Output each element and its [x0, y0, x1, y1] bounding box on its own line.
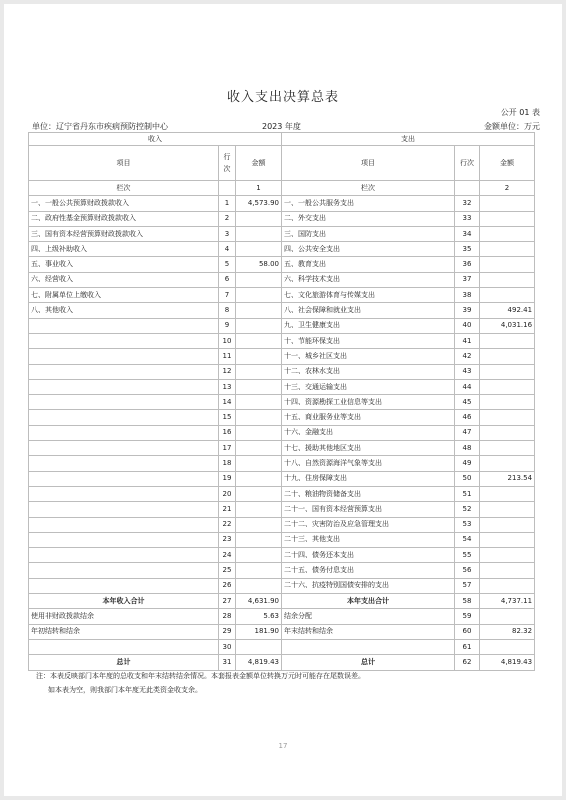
expense-amount: [480, 379, 535, 394]
expense-amount: [480, 456, 535, 471]
income-amount: [236, 578, 282, 593]
expense-row-no: 36: [455, 257, 480, 272]
income-row-no: 7: [219, 288, 236, 303]
expense-item: 十七、援助其他地区支出: [282, 441, 455, 456]
income-lanci: 栏次: [29, 181, 219, 196]
table-row: [29, 594, 535, 609]
income-row-no: 24: [219, 548, 236, 563]
expense-row-no: 43: [455, 364, 480, 379]
income-amount: [236, 532, 282, 547]
section-income: 收入: [29, 133, 282, 146]
expense-item: 二十二、灾害防治及应急管理支出: [282, 517, 455, 532]
expense-row-no: 39: [455, 303, 480, 318]
expense-row-no: 57: [455, 578, 480, 593]
income-item: 三、国有资本经营预算财政拨款收入: [29, 226, 219, 241]
income-amount: [236, 410, 282, 425]
income-amount: [236, 288, 282, 303]
income-amount: [236, 364, 282, 379]
table-row: [29, 639, 535, 654]
expense-amount: [480, 548, 535, 563]
income-row-no: 19: [219, 471, 236, 486]
expense-row-no: 53: [455, 517, 480, 532]
income-lanci-row-blank: [219, 181, 236, 196]
expense-row-no: 61: [455, 639, 480, 654]
expense-item: 二十三、其他支出: [282, 532, 455, 547]
table-row: [29, 456, 535, 471]
expense-row-no: 49: [455, 456, 480, 471]
table-row: [29, 242, 535, 257]
income-amount: [236, 379, 282, 394]
table-row: [29, 257, 535, 272]
table-row: [29, 486, 535, 501]
income-amount: 181.90: [236, 624, 282, 639]
income-amount: 4,819.43: [236, 655, 282, 670]
income-row-no: 10: [219, 333, 236, 348]
income-amount: [236, 395, 282, 410]
income-row-no: 11: [219, 349, 236, 364]
expense-amount: [480, 257, 535, 272]
expense-item: 年末结转和结余: [282, 624, 455, 639]
expense-lanci-num: 2: [480, 181, 535, 196]
table-row: [29, 318, 535, 333]
income-row-no: 13: [219, 379, 236, 394]
income-row-no: 2: [219, 211, 236, 226]
expense-col-amount: 金额: [480, 146, 535, 181]
income-row-no: 25: [219, 563, 236, 578]
expense-row-no: 56: [455, 563, 480, 578]
expense-item: 十九、住房保障支出: [282, 471, 455, 486]
expense-row-no: 37: [455, 272, 480, 287]
expense-item: [282, 639, 455, 654]
income-row-no: 9: [219, 318, 236, 333]
income-amount: [236, 211, 282, 226]
table-row: [29, 410, 535, 425]
income-item: [29, 517, 219, 532]
expense-row-no: 55: [455, 548, 480, 563]
expense-row-no: 44: [455, 379, 480, 394]
expense-amount: 492.41: [480, 303, 535, 318]
income-row-no: 30: [219, 639, 236, 654]
lanci-row: [29, 181, 535, 196]
income-row-no: 27: [219, 594, 236, 609]
table-row: [29, 532, 535, 547]
income-col-item: 项目: [29, 146, 219, 181]
table-row: [29, 196, 535, 211]
income-item: [29, 441, 219, 456]
expense-amount: [480, 517, 535, 532]
expense-amount: 213.54: [480, 471, 535, 486]
expense-row-no: 51: [455, 486, 480, 501]
income-amount: [236, 441, 282, 456]
income-row-no: 20: [219, 486, 236, 501]
income-item: [29, 410, 219, 425]
unit-label: 单位：辽宁省丹东市疾病预防控制中心: [32, 122, 168, 131]
form-number: 公开 01 表: [500, 108, 540, 117]
expense-item: 二十六、抗疫特别国债安排的支出: [282, 578, 455, 593]
income-amount: [236, 242, 282, 257]
income-row-no: 18: [219, 456, 236, 471]
income-item: [29, 486, 219, 501]
income-item: 四、上级补助收入: [29, 242, 219, 257]
expense-row-no: 38: [455, 288, 480, 303]
income-item: [29, 639, 219, 654]
expense-amount: [480, 532, 535, 547]
table-row: [29, 624, 535, 639]
income-amount: [236, 456, 282, 471]
expense-amount: 4,031.16: [480, 318, 535, 333]
expense-amount: [480, 333, 535, 348]
expense-item: 二十、粮油物资储备支出: [282, 486, 455, 501]
expense-item: 十二、农林水支出: [282, 364, 455, 379]
income-amount: [236, 349, 282, 364]
income-item: [29, 349, 219, 364]
expense-row-no: 62: [455, 655, 480, 670]
income-item: [29, 548, 219, 563]
income-item: [29, 379, 219, 394]
expense-row-no: 35: [455, 242, 480, 257]
expense-item: 一、一般公共服务支出: [282, 196, 455, 211]
income-row-no: 16: [219, 425, 236, 440]
income-item: [29, 578, 219, 593]
expense-row-no: 45: [455, 395, 480, 410]
expense-row-no: 60: [455, 624, 480, 639]
income-row-no: 14: [219, 395, 236, 410]
expense-row-no: 41: [455, 333, 480, 348]
income-amount: [236, 333, 282, 348]
income-row-no: 29: [219, 624, 236, 639]
table-row: [29, 441, 535, 456]
table-row: [29, 395, 535, 410]
expense-row-no: 48: [455, 441, 480, 456]
expense-item: 十三、交通运输支出: [282, 379, 455, 394]
expense-row-no: 46: [455, 410, 480, 425]
income-amount: 4,573.90: [236, 196, 282, 211]
table-row: [29, 226, 535, 241]
income-item: 五、事业收入: [29, 257, 219, 272]
income-amount: [236, 563, 282, 578]
income-item: [29, 333, 219, 348]
income-item: 六、经营收入: [29, 272, 219, 287]
income-col-amount: 金额: [236, 146, 282, 181]
page-number: 17: [278, 742, 288, 750]
income-amount: [236, 303, 282, 318]
expense-item: 八、社会保障和就业支出: [282, 303, 455, 318]
income-row-no: 3: [219, 226, 236, 241]
income-item: [29, 502, 219, 517]
table-row: [29, 333, 535, 348]
income-col-row: 行次: [219, 146, 236, 181]
table-row: [29, 303, 535, 318]
page-title: 收入支出决算总表: [226, 90, 339, 105]
table-row: [29, 502, 535, 517]
income-row-no: 6: [219, 272, 236, 287]
income-row-no: 17: [219, 441, 236, 456]
income-item: 八、其他收入: [29, 303, 219, 318]
income-amount: [236, 639, 282, 654]
expense-row-no: 59: [455, 609, 480, 624]
section-expense: 支出: [282, 133, 535, 146]
income-item: [29, 471, 219, 486]
income-item: [29, 318, 219, 333]
income-lanci-num: 1: [236, 181, 282, 196]
income-item: 使用非财政拨款结余: [29, 609, 219, 624]
expense-item: 四、公共安全支出: [282, 242, 455, 257]
income-item: 二、政府性基金预算财政拨款收入: [29, 211, 219, 226]
expense-amount: 4,737.11: [480, 594, 535, 609]
expense-item: 七、文化旅游体育与传媒支出: [282, 288, 455, 303]
expense-item: 十四、资源勘探工业信息等支出: [282, 395, 455, 410]
expense-row-no: 50: [455, 471, 480, 486]
expense-amount: 82.32: [480, 624, 535, 639]
income-amount: [236, 226, 282, 241]
expense-amount: [480, 211, 535, 226]
income-amount: [236, 272, 282, 287]
expense-row-no: 33: [455, 211, 480, 226]
expense-amount: [480, 639, 535, 654]
expense-row-no: 32: [455, 196, 480, 211]
expense-row-no: 52: [455, 502, 480, 517]
expense-amount: [480, 441, 535, 456]
expense-amount: [480, 578, 535, 593]
income-expense-table: [28, 132, 535, 671]
table-row: [29, 517, 535, 532]
expense-amount: [480, 425, 535, 440]
expense-item: 二十一、国有资本经营预算支出: [282, 502, 455, 517]
table-row: [29, 288, 535, 303]
section-header-row: [29, 133, 535, 146]
expense-amount: 4,819.43: [480, 655, 535, 670]
income-item: 本年收入合计: [29, 594, 219, 609]
income-amount: [236, 425, 282, 440]
expense-amount: [480, 349, 535, 364]
income-item: 七、附属单位上缴收入: [29, 288, 219, 303]
income-row-no: 21: [219, 502, 236, 517]
footnote: [36, 669, 365, 697]
income-amount: 58.00: [236, 257, 282, 272]
income-item: 一、一般公共预算财政拨款收入: [29, 196, 219, 211]
expense-amount: [480, 563, 535, 578]
table-row: [29, 379, 535, 394]
year-label: 2023 年度: [262, 122, 301, 131]
money-unit-label: 金额单位：万元: [484, 122, 540, 131]
table-row: [29, 655, 535, 670]
expense-row-no: 42: [455, 349, 480, 364]
expense-item: 十六、金融支出: [282, 425, 455, 440]
income-item: [29, 456, 219, 471]
expense-item: 十五、商业服务业等支出: [282, 410, 455, 425]
income-row-no: 31: [219, 655, 236, 670]
expense-item: 九、卫生健康支出: [282, 318, 455, 333]
expense-item: 十八、自然资源海洋气象等支出: [282, 456, 455, 471]
expense-item: 十、节能环保支出: [282, 333, 455, 348]
income-amount: [236, 318, 282, 333]
expense-row-no: 58: [455, 594, 480, 609]
table-row: [29, 471, 535, 486]
expense-item: 总计: [282, 655, 455, 670]
expense-amount: [480, 272, 535, 287]
table-row: [29, 578, 535, 593]
income-item: 总计: [29, 655, 219, 670]
income-amount: [236, 517, 282, 532]
expense-lanci-row-blank: [455, 181, 480, 196]
table-row: [29, 609, 535, 624]
expense-item: 二十四、债务还本支出: [282, 548, 455, 563]
expense-amount: [480, 364, 535, 379]
expense-amount: [480, 395, 535, 410]
table-row: [29, 349, 535, 364]
income-row-no: 23: [219, 532, 236, 547]
expense-item: 本年支出合计: [282, 594, 455, 609]
expense-lanci: 栏次: [282, 181, 455, 196]
table-row: [29, 425, 535, 440]
income-item: [29, 425, 219, 440]
expense-amount: [480, 410, 535, 425]
expense-amount: [480, 242, 535, 257]
expense-item: 十一、城乡社区支出: [282, 349, 455, 364]
income-item: [29, 532, 219, 547]
expense-item: 六、科学技术支出: [282, 272, 455, 287]
expense-amount: [480, 609, 535, 624]
table-row: [29, 563, 535, 578]
income-row-no: 26: [219, 578, 236, 593]
income-row-no: 1: [219, 196, 236, 211]
income-row-no: 28: [219, 609, 236, 624]
income-amount: [236, 471, 282, 486]
expense-amount: [480, 226, 535, 241]
expense-row-no: 34: [455, 226, 480, 241]
expense-item: 五、教育支出: [282, 257, 455, 272]
income-row-no: 5: [219, 257, 236, 272]
expense-item: 结余分配: [282, 609, 455, 624]
table-row: [29, 548, 535, 563]
footnote-line-1: 注：本表反映部门本年度的总收支和年末结转结余情况。本套报表金额单位转换万元时可能存在尾数误差。: [36, 672, 365, 680]
expense-amount: [480, 196, 535, 211]
expense-col-item: 项目: [282, 146, 455, 181]
table-row: [29, 272, 535, 287]
income-row-no: 8: [219, 303, 236, 318]
expense-amount: [480, 486, 535, 501]
footnote-line-2: 如本表为空，则我部门本年度无此类资金收支余。: [48, 686, 202, 694]
income-amount: [236, 548, 282, 563]
expense-item: 二十五、债务付息支出: [282, 563, 455, 578]
expense-amount: [480, 502, 535, 517]
income-item: [29, 563, 219, 578]
expense-row-no: 54: [455, 532, 480, 547]
expense-row-no: 40: [455, 318, 480, 333]
expense-amount: [480, 288, 535, 303]
income-amount: 5.63: [236, 609, 282, 624]
table-row: [29, 211, 535, 226]
expense-row-no: 47: [455, 425, 480, 440]
income-item: 年初结转和结余: [29, 624, 219, 639]
income-item: [29, 395, 219, 410]
income-row-no: 4: [219, 242, 236, 257]
income-row-no: 12: [219, 364, 236, 379]
table-row: [29, 364, 535, 379]
income-row-no: 22: [219, 517, 236, 532]
income-row-no: 15: [219, 410, 236, 425]
column-header-row: [29, 146, 535, 181]
income-amount: 4,631.90: [236, 594, 282, 609]
income-item: [29, 364, 219, 379]
income-amount: [236, 486, 282, 501]
expense-col-row: 行次: [455, 146, 480, 181]
expense-item: 二、外交支出: [282, 211, 455, 226]
income-amount: [236, 502, 282, 517]
expense-item: 三、国防支出: [282, 226, 455, 241]
